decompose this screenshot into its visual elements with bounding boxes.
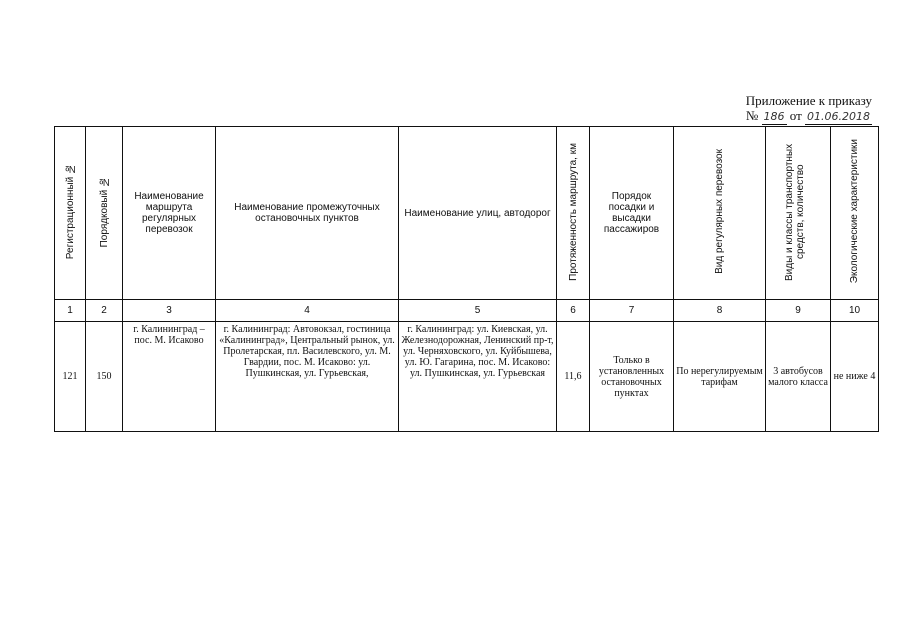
appendix-caption	[746, 93, 872, 125]
cell-length: 11,6	[557, 322, 590, 432]
order-number-label: №	[745, 108, 759, 123]
header-row	[55, 127, 879, 300]
column-number: 4	[216, 300, 399, 322]
header-seq-no: Порядковый №	[86, 127, 123, 300]
order-number: 186	[763, 110, 785, 123]
cell-vehicles: 3 автобусов малого класса	[766, 322, 831, 432]
header-vehicles: Виды и классы транспортных средств, количество	[766, 127, 831, 300]
cell-route-name: г. Калининград – пос. М. Исаково	[123, 322, 216, 432]
routes-table	[54, 126, 879, 432]
order-date: 01.06.2018	[807, 110, 870, 123]
header-transport-kind: Вид регулярных перевозок	[674, 127, 766, 300]
cell-reg-no: 121	[55, 322, 86, 432]
column-number: 5	[399, 300, 557, 322]
cell-seq-no: 150	[86, 322, 123, 432]
column-number: 1	[55, 300, 86, 322]
column-number: 2	[86, 300, 123, 322]
column-number: 6	[557, 300, 590, 322]
column-number: 10	[831, 300, 879, 322]
cell-stops: г. Калининград: Автовокзал, гостиница «Калининград», Центральный рынок, ул. Пролетарская, пл. Василевского, ул. М. Гвардии, пос. М. Исаково: ул. Пушкинская, ул. Гурьевская,	[216, 322, 399, 432]
header-streets: Наименование улиц, автодорог	[399, 127, 557, 300]
cell-boarding: Только в установленных остановочных пунктах	[590, 322, 674, 432]
column-number: 3	[123, 300, 216, 322]
header-ecology: Экологические характеристики	[831, 127, 879, 300]
order-date-label: от	[789, 108, 802, 123]
appendix-title: Приложение к приказу	[745, 93, 872, 108]
order-reference	[746, 108, 872, 125]
header-reg-no: Регистрационный №	[55, 127, 86, 300]
column-number: 9	[766, 300, 831, 322]
header-boarding: Порядок посадки и высадки пассажиров	[590, 127, 674, 300]
column-number-row	[55, 300, 879, 322]
cell-ecology: не ниже 4	[831, 322, 879, 432]
header-route-name: Наименование маршрута регулярных перевозок	[123, 127, 216, 300]
cell-transport-kind: По нерегулируемым тарифам	[674, 322, 766, 432]
header-stops: Наименование промежуточных остановочных пунктов	[216, 127, 399, 300]
column-number: 7	[590, 300, 674, 322]
header-length: Протяженность маршрута, км	[557, 127, 590, 300]
cell-streets: г. Калининград: ул. Киевская, ул. Железнодорожная, Ленинский пр-т, ул. Черняховского, ул. Куйбышева, ул. Ю. Гагарина, пос. М. Исаково: ул. Пушкинская, ул. Гурьевская	[399, 322, 557, 432]
column-number: 8	[674, 300, 766, 322]
table-row	[55, 322, 879, 432]
